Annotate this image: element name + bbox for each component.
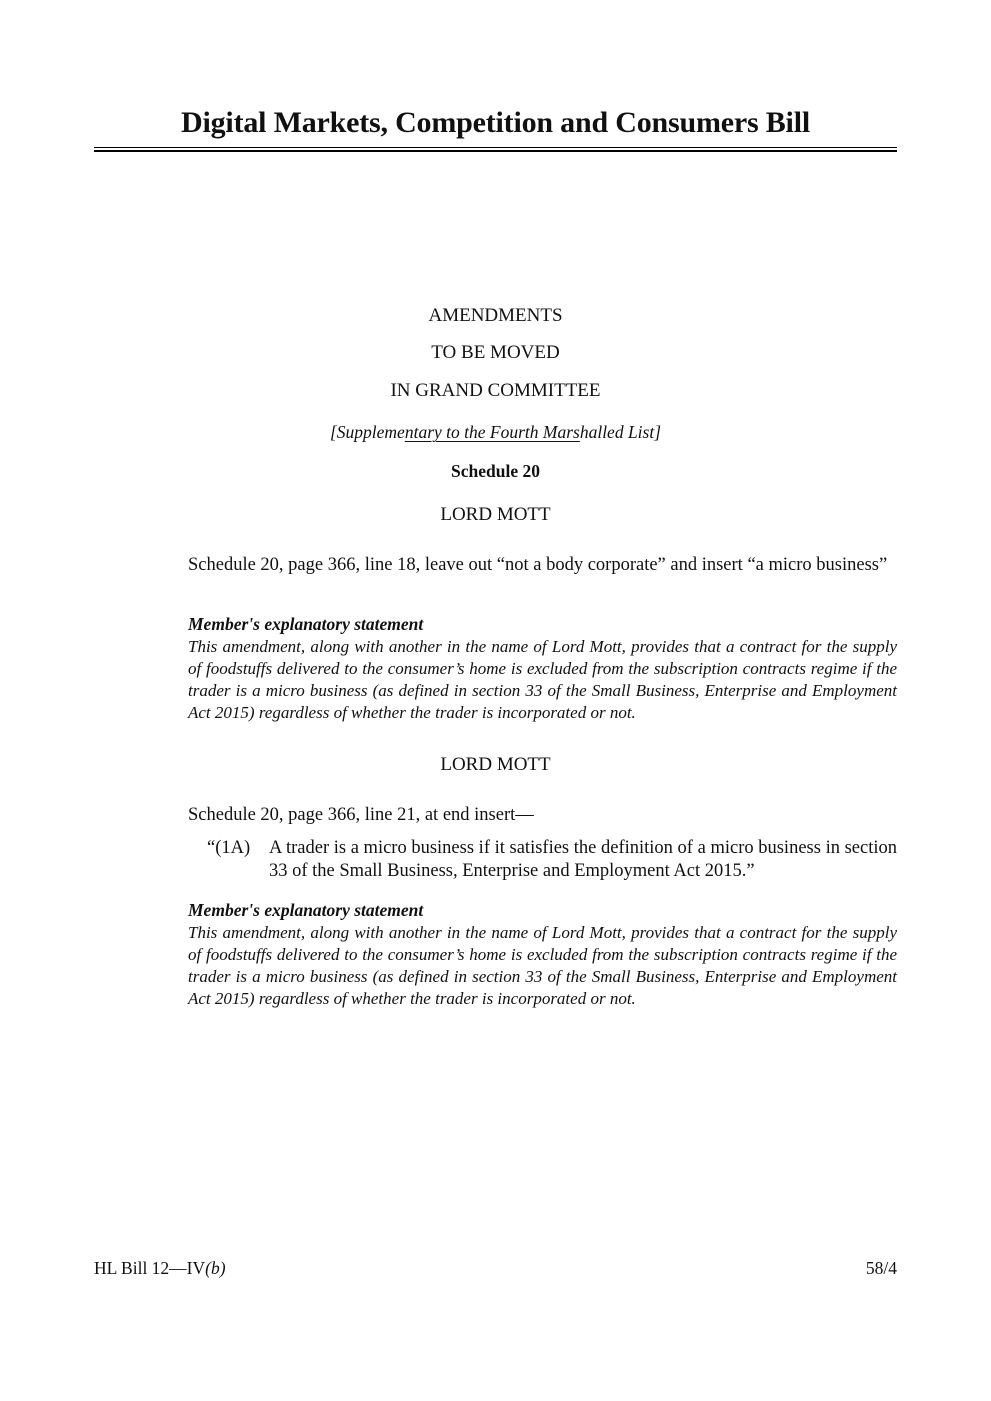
footer-bill-reference [94, 1258, 226, 1279]
heading-to-be-moved: TO BE MOVED [431, 342, 560, 363]
footer-page-reference: 58/4 [865, 1258, 897, 1278]
subsection-text: A trader is a micro business if it satisfies the definition of a micro business in section 33 of the Small Business, Enterprise and Employment Act 2015.” [269, 838, 897, 881]
supplementary-underlined: ntary to the Fourth Mars [404, 422, 580, 442]
supplementary-pre: [Suppleme [329, 422, 405, 442]
amendment-2-statement-heading: Member's explanatory statement [188, 900, 424, 920]
amendment-1-text: Schedule 20, page 366, line 18, leave out “not a body corporate” and insert “a micro business” [188, 555, 888, 575]
bill-ref: HL Bill 12—IV [94, 1258, 206, 1278]
schedule-heading: Schedule 20 [451, 461, 540, 481]
amendment-2-member: LORD MOTT [440, 754, 551, 775]
heading-grand-committee: IN GRAND COMMITTEE [390, 380, 601, 401]
amendment-1-member: LORD MOTT [440, 504, 551, 525]
document-title: Digital Markets, Competition and Consumers Bill [181, 106, 810, 139]
supplementary-note [94, 422, 897, 443]
title-rule-thick [94, 150, 897, 152]
supplementary-post: halled List] [579, 422, 662, 442]
heading-amendments: AMENDMENTS [428, 305, 563, 326]
amendment-1-statement-heading: Member's explanatory statement [188, 614, 424, 634]
title-rule-thin [94, 147, 897, 148]
bill-suffix: (b) [205, 1258, 226, 1278]
amendment-2-subsection [207, 837, 897, 883]
amendment-1-statement-text: This amendment, along with another in the name of Lord Mott, provides that a contract for the supply of foodstuffs delivered to the consumer’s home is excluded from the subscription contracts regime if the trader is a micro business (as defined in section 33 of the Small Business, Enterprise and Employment Act 2015) regardless of whether the trader is incorporated or not. [188, 637, 897, 722]
amendment-2-text: Schedule 20, page 366, line 21, at end insert— [188, 805, 534, 825]
subsection-number: “(1A) [207, 838, 251, 858]
amendment-2-statement-text: This amendment, along with another in the name of Lord Mott, provides that a contract for the supply of foodstuffs delivered to the consumer’s home is excluded from the subscription contracts regime if the trader is a micro business (as defined in section 33 of the Small Business, Enterprise and Employment Act 2015) regardless of whether the trader is incorporated or not. [188, 923, 897, 1008]
